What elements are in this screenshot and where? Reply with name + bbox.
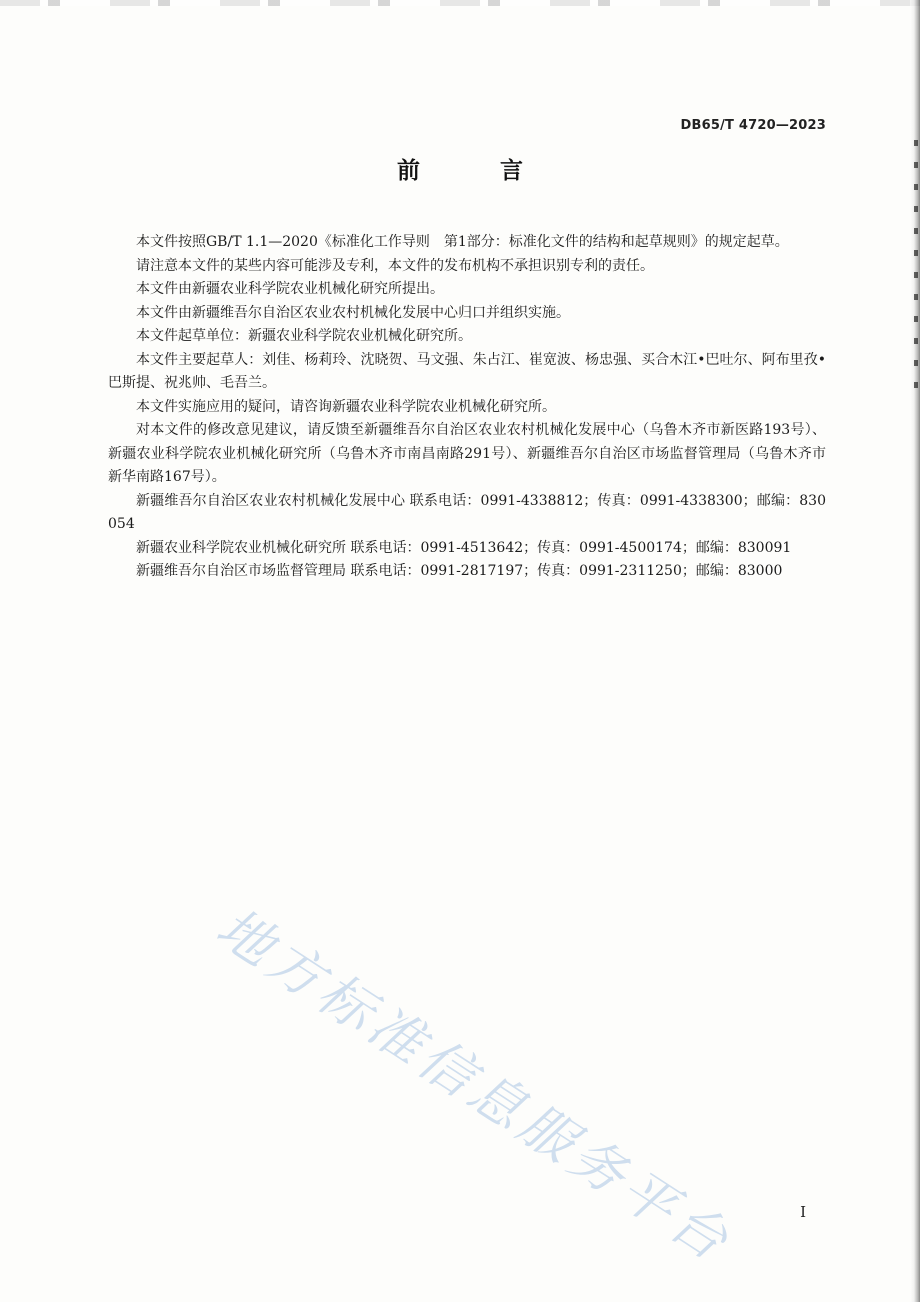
foreword-body [108, 231, 826, 584]
section-heading: 前 言 [396, 158, 559, 184]
paragraph-feedback: 对本文件的修改意见建议，请反馈至新疆维吾尔自治区农业农村机械化发展中心（乌鲁木齐市新医路193号）、新疆农业科学院农业机械化研究所（乌鲁木齐市南昌南路291号）、新疆维吾尔自治区市场监督管理局（乌鲁木齐市新华南路167号）。 [108, 422, 826, 485]
paragraph-contact-mechanization-center: 新疆维吾尔自治区农业农村机械化发展中心 联系电话：0991-4338812；传真：0991-4338300；邮编：830054 [108, 492, 826, 532]
paragraph-centralized-by: 本文件由新疆维吾尔自治区农业农村机械化发展中心归口并组织实施。 [136, 304, 570, 321]
document-code: DB65/T 4720—2023 [680, 118, 826, 133]
watermark: 地方标准信息服务平台 [205, 895, 744, 1276]
paragraph-inquiries: 本文件实施应用的疑问，请咨询新疆农业科学院农业机械化研究所。 [136, 398, 556, 415]
paragraph-contact-market-regulation: 新疆维吾尔自治区市场监督管理局 联系电话：0991-2817197；传真：0991-2311250；邮编：83000 [136, 563, 783, 579]
paragraph-contact-research-institute: 新疆农业科学院农业机械化研究所 联系电话：0991-4513642；传真：0991-4500174；邮编：830091 [136, 539, 792, 556]
paragraph-main-drafters: 本文件主要起草人：刘佳、杨莉玲、沈晓贺、马文强、朱占江、崔宽波、杨忠强、买合木江•巴吐尔、阿布里孜•巴斯提、祝兆帅、毛吾兰。 [108, 351, 826, 391]
paragraph-patent-notice: 请注意本文件的某些内容可能涉及专利，本文件的发布机构不承担识别专利的责任。 [136, 257, 654, 274]
paragraph-drafting-unit: 本文件起草单位：新疆农业科学院农业机械化研究所。 [136, 328, 472, 344]
paragraph-drafting-rules: 本文件按照GB/T 1.1—2020《标准化工作导则 第1部分：标准化文件的结构和起草规则》的规定起草。 [136, 234, 789, 250]
paragraph-proposed-by: 本文件由新疆农业科学院农业机械化研究所提出。 [136, 281, 444, 297]
page-number: I [800, 1203, 806, 1221]
scan-edge-top [0, 0, 920, 6]
